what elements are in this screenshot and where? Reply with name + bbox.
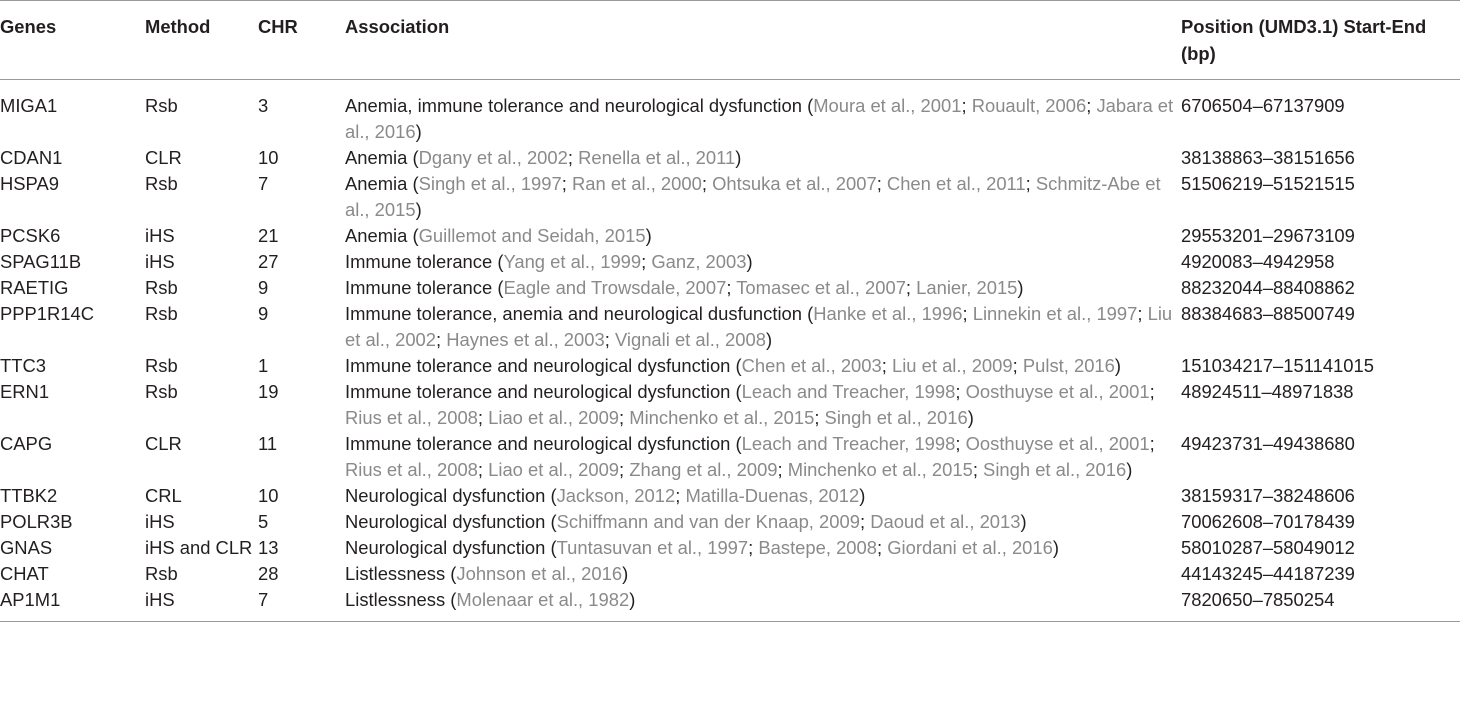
cell-position: 38159317–38248606 — [1181, 485, 1355, 506]
table-row — [0, 535, 1460, 561]
citation-link[interactable]: Minchenko et al., 2015 — [787, 459, 973, 480]
association-text: Listlessness — [345, 563, 446, 584]
table-row — [0, 80, 1460, 146]
cell-chr: 28 — [258, 563, 279, 584]
cell-chr: 9 — [258, 303, 269, 324]
citation-link[interactable]: Singh et al., 2016 — [824, 407, 968, 428]
cell-chr: 13 — [258, 537, 279, 558]
citation-link[interactable]: Johnson et al., 2016 — [456, 563, 623, 584]
citation-link[interactable]: Yang et al., 1999 — [503, 251, 642, 272]
association-text: Immune tolerance — [345, 251, 493, 272]
association-text: Immune tolerance, anemia and neurological dusfunction — [345, 303, 802, 324]
cell-association: Anemia (Singh et al., 1997; Ran et al., 2000; Ohtsuka et al., 2007; Chen et al., 2011; Schmitz-Abe et al., 2015) — [345, 173, 1161, 220]
cell-association: Immune tolerance and neurological dysfunction (Chen et al., 2003; Liu et al., 2009; Pulst, 2016) — [345, 355, 1122, 376]
cell-method: CRL — [145, 485, 182, 506]
citation-link[interactable]: Liu et al., 2009 — [891, 355, 1013, 376]
cell-position: 49423731–49438680 — [1181, 433, 1355, 454]
citation-link[interactable]: Jackson, 2012 — [556, 485, 676, 506]
table-header — [0, 1, 1460, 80]
association-text: Anemia — [345, 173, 408, 194]
table-row — [0, 301, 1460, 353]
cell-position: 6706504–67137909 — [1181, 95, 1345, 116]
citation-link[interactable]: Oosthuyse et al., 2001 — [965, 433, 1150, 454]
cell-association: Immune tolerance and neurological dysfunction (Leach and Treacher, 1998; Oosthuyse et al., 2001; Rius et al., 2008; Liao et al., 2009; Minchenko et al., 2015; Singh et al., 2016) — [345, 381, 1155, 428]
cell-gene: RAETIG — [0, 277, 69, 298]
cell-gene: CAPG — [0, 433, 53, 454]
citation-link[interactable]: Matilla-Duenas, 2012 — [685, 485, 860, 506]
cell-position: 151034217–151141015 — [1181, 355, 1374, 376]
table-row — [0, 379, 1460, 431]
cell-gene: HSPA9 — [0, 173, 59, 194]
table-body — [0, 80, 1460, 622]
citation-link[interactable]: Minchenko et al., 2015 — [629, 407, 815, 428]
citation-link[interactable]: Guillemot and Seidah, 2015 — [418, 225, 646, 246]
cell-position: 4920083–4942958 — [1181, 251, 1335, 272]
cell-position: 70062608–70178439 — [1181, 511, 1355, 532]
citation-link[interactable]: Liao et al., 2009 — [488, 459, 620, 480]
cell-gene: PPP1R14C — [0, 303, 95, 324]
cell-gene: ERN1 — [0, 381, 50, 402]
citation-link[interactable]: Ganz, 2003 — [651, 251, 747, 272]
cell-gene: TTC3 — [0, 355, 46, 376]
citation-link[interactable]: Hanke et al., 1996 — [813, 303, 963, 324]
citation-link[interactable]: Linnekin et al., 1997 — [972, 303, 1138, 324]
citation-link[interactable]: Dgany et al., 2002 — [418, 147, 568, 168]
citation-link[interactable]: Tomasec et al., 2007 — [736, 277, 906, 298]
cell-association: Anemia, immune tolerance and neurological dysfunction (Moura et al., 2001; Rouault, 2006; Jabara et al., 2016) — [345, 95, 1174, 142]
cell-gene: SPAG11B — [0, 251, 82, 272]
cell-method: iHS — [145, 225, 175, 246]
citation-link[interactable]: Chen et al., 2003 — [741, 355, 882, 376]
citation-link[interactable]: Rius et al., 2008 — [345, 459, 478, 480]
citation-link[interactable]: Leach and Treacher, 1998 — [741, 433, 956, 454]
citation-link[interactable]: Leach and Treacher, 1998 — [741, 381, 956, 402]
citation-link[interactable]: Liao et al., 2009 — [488, 407, 620, 428]
cell-position: 29553201–29673109 — [1181, 225, 1355, 246]
cell-method: CLR — [145, 433, 182, 454]
cell-position: 51506219–51521515 — [1181, 173, 1355, 194]
cell-association: Neurological dysfunction (Jackson, 2012; Matilla-Duenas, 2012) — [345, 485, 866, 506]
cell-position: 44143245–44187239 — [1181, 563, 1355, 584]
association-text: Immune tolerance and neurological dysfunction — [345, 433, 731, 454]
table-row — [0, 509, 1460, 535]
association-text: Anemia — [345, 225, 408, 246]
citation-link[interactable]: Vignali et al., 2008 — [614, 329, 766, 350]
citation-link[interactable]: Ohtsuka et al., 2007 — [712, 173, 877, 194]
cell-position: 58010287–58049012 — [1181, 537, 1355, 558]
cell-chr: 19 — [258, 381, 279, 402]
citation-link[interactable]: Schmitz-Abe et al., 2015 — [345, 173, 1161, 220]
cell-gene: AP1M1 — [0, 589, 61, 610]
association-text: Immune tolerance and neurological dysfunction — [345, 355, 731, 376]
cell-association: Immune tolerance (Yang et al., 1999; Ganz, 2003) — [345, 251, 753, 272]
cell-method: Rsb — [145, 381, 178, 402]
citation-link[interactable]: Singh et al., 2016 — [983, 459, 1127, 480]
citation-link[interactable]: Chen et al., 2011 — [886, 173, 1026, 194]
header-chr: CHR — [258, 16, 298, 37]
table-row — [0, 353, 1460, 379]
cell-chr: 7 — [258, 589, 269, 610]
association-text: Neurological dysfunction — [345, 537, 546, 558]
citation-link[interactable]: Rius et al., 2008 — [345, 407, 478, 428]
table-row — [0, 171, 1460, 223]
citation-link[interactable]: Moura et al., 2001 — [813, 95, 962, 116]
cell-gene: POLR3B — [0, 511, 73, 532]
cell-chr: 27 — [258, 251, 279, 272]
cell-association: Immune tolerance and neurological dysfunction (Leach and Treacher, 1998; Oosthuyse et al., 2001; Rius et al., 2008; Liao et al., 2009; Zhang et al., 2009; Minchenko et al., 2015; Singh et al., 2016) — [345, 433, 1155, 480]
cell-gene: CDAN1 — [0, 147, 63, 168]
cell-method: Rsb — [145, 355, 178, 376]
cell-chr: 21 — [258, 225, 279, 246]
table-row — [0, 223, 1460, 249]
cell-method: Rsb — [145, 277, 178, 298]
citation-link[interactable]: Rouault, 2006 — [971, 95, 1087, 116]
citation-link[interactable]: Jabara et al., 2016 — [345, 95, 1174, 142]
cell-method: Rsb — [145, 563, 178, 584]
cell-association: Anemia (Guillemot and Seidah, 2015) — [345, 225, 652, 246]
cell-chr: 10 — [258, 147, 279, 168]
cell-association: Listlessness (Johnson et al., 2016) — [345, 563, 629, 584]
cell-association: Neurological dysfunction (Schiffmann and van der Knaap, 2009; Daoud et al., 2013) — [345, 511, 1027, 532]
citation-link[interactable]: Daoud et al., 2013 — [870, 511, 1021, 532]
citation-link[interactable]: Liu et al., 2002 — [345, 303, 1173, 350]
table-row — [0, 431, 1460, 483]
table-row — [0, 561, 1460, 587]
cell-method: iHS — [145, 251, 175, 272]
table-row — [0, 483, 1460, 509]
citation-link[interactable]: Zhang et al., 2009 — [629, 459, 778, 480]
table-row — [0, 275, 1460, 301]
cell-association: Listlessness (Molenaar et al., 1982) — [345, 589, 636, 610]
cell-association: Neurological dysfunction (Tuntasuvan et al., 1997; Bastepe, 2008; Giordani et al., 2016) — [345, 537, 1059, 558]
cell-gene: PCSK6 — [0, 225, 61, 246]
cell-chr: 9 — [258, 277, 269, 298]
cell-position: 88384683–88500749 — [1181, 303, 1355, 324]
header-genes: Genes — [0, 16, 57, 37]
citation-link[interactable]: Schiffmann and van der Knaap, 2009 — [556, 511, 860, 532]
cell-gene: TTBK2 — [0, 485, 58, 506]
citation-link[interactable]: Renella et al., 2011 — [578, 147, 736, 168]
cell-chr: 11 — [258, 433, 278, 454]
citation-link[interactable]: Pulst, 2016 — [1022, 355, 1115, 376]
cell-position: 88232044–88408862 — [1181, 277, 1355, 298]
cell-gene: GNAS — [0, 537, 53, 558]
table-row — [0, 145, 1460, 171]
cell-method: iHS — [145, 589, 175, 610]
association-text: Anemia — [345, 147, 408, 168]
citation-link[interactable]: Oosthuyse et al., 2001 — [965, 381, 1150, 402]
citation-link[interactable]: Haynes et al., 2003 — [446, 329, 605, 350]
cell-association: Anemia (Dgany et al., 2002; Renella et al., 2011) — [345, 147, 742, 168]
cell-association: Immune tolerance (Eagle and Trowsdale, 2007; Tomasec et al., 2007; Lanier, 2015) — [345, 277, 1024, 298]
cell-method: Rsb — [145, 95, 178, 116]
header-method: Method — [145, 16, 211, 37]
cell-chr: 10 — [258, 485, 279, 506]
citation-link[interactable]: Giordani et al., 2016 — [887, 537, 1053, 558]
citation-link[interactable]: Singh et al., 1997 — [418, 173, 562, 194]
citation-link[interactable]: Bastepe, 2008 — [758, 537, 877, 558]
citation-link[interactable]: Molenaar et al., 1982 — [456, 589, 630, 610]
cell-position: 7820650–7850254 — [1181, 589, 1335, 610]
cell-method: CLR — [145, 147, 182, 168]
header-association: Association — [345, 16, 450, 37]
cell-gene: MIGA1 — [0, 95, 58, 116]
citation-link[interactable]: Ran et al., 2000 — [571, 173, 702, 194]
citation-link[interactable]: Tuntasuvan et al., 1997 — [556, 537, 749, 558]
association-text: Immune tolerance and neurological dysfunction — [345, 381, 731, 402]
cell-chr: 3 — [258, 95, 269, 116]
cell-association: Immune tolerance, anemia and neurological dusfunction (Hanke et al., 1996; Linnekin et al., 1997; Liu et al., 2002; Haynes et al., 2003; Vignali et al., 2008) — [345, 303, 1173, 350]
association-text: Neurological dysfunction — [345, 485, 546, 506]
citation-link[interactable]: Eagle and Trowsdale, 2007 — [503, 277, 727, 298]
association-text: Neurological dysfunction — [345, 511, 546, 532]
cell-position: 48924511–48971838 — [1181, 381, 1354, 402]
citation-link[interactable]: Lanier, 2015 — [916, 277, 1018, 298]
association-text: Listlessness — [345, 589, 446, 610]
cell-chr: 1 — [258, 355, 269, 376]
table-row — [0, 587, 1460, 622]
cell-method: Rsb — [145, 303, 178, 324]
cell-chr: 5 — [258, 511, 269, 532]
cell-chr: 7 — [258, 173, 269, 194]
header-position: Position (UMD3.1) Start-End (bp) — [1181, 16, 1427, 64]
header-row — [0, 1, 1460, 80]
association-text: Immune tolerance — [345, 277, 493, 298]
cell-position: 38138863–38151656 — [1181, 147, 1355, 168]
association-text: Anemia, immune tolerance and neurological dysfunction — [345, 95, 802, 116]
cell-gene: CHAT — [0, 563, 49, 584]
cell-method: iHS and CLR — [145, 537, 253, 558]
cell-method: iHS — [145, 511, 175, 532]
table-row — [0, 249, 1460, 275]
cell-method: Rsb — [145, 173, 178, 194]
